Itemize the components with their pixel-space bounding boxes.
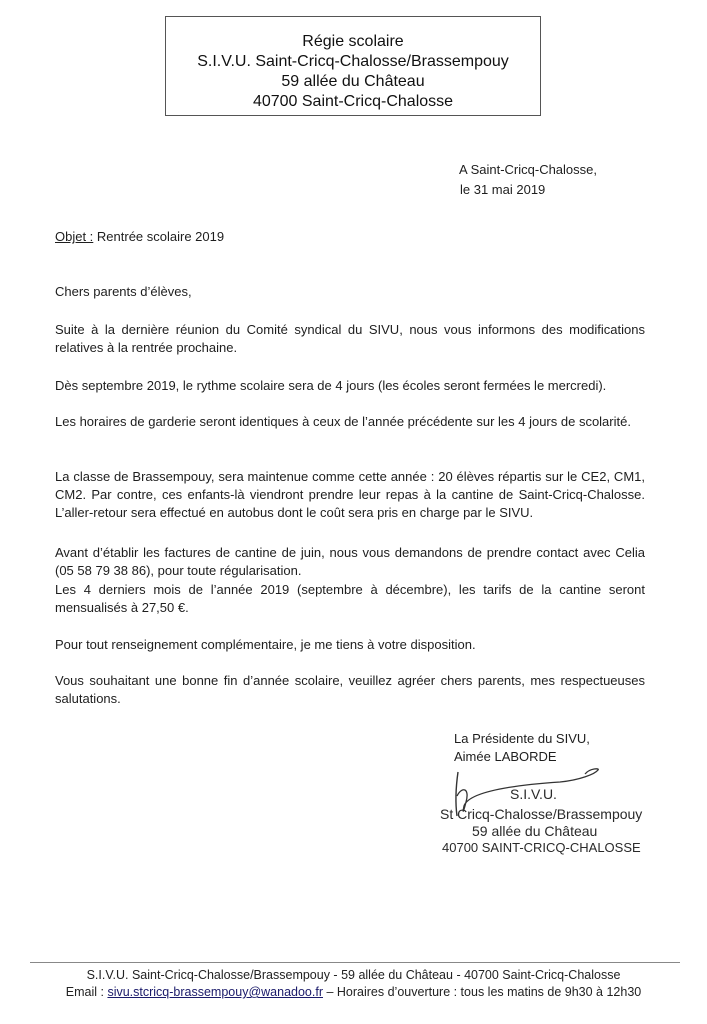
paragraph-3: Les horaires de garderie seront identiques à ceux de l’année précédente sur les 4 jours de scolarité.: [55, 414, 631, 429]
paragraph-8: Vous souhaitant une bonne fin d’année scolaire, veuillez agréer chers parents, mes respectueuses salutations.: [55, 673, 645, 706]
paragraph-2: Dès septembre 2019, le rythme scolaire sera de 4 jours (les écoles seront fermées le mercredi).: [55, 378, 607, 393]
paragraph-1: Suite à la dernière réunion du Comité syndical du SIVU, nous vous informons des modifications relatives à la rentrée prochaine.: [55, 322, 645, 355]
stamp-line-3: 59 allée du Château: [472, 823, 598, 839]
paragraph-7: Pour tout renseignement complémentaire, je me tiens à votre disposition.: [55, 637, 476, 652]
letterhead-organization: S.I.V.U. Saint-Cricq-Chalosse/Brassempouy: [197, 53, 509, 70]
subject-label: Objet :: [55, 229, 94, 244]
place-line: A Saint-Cricq-Chalosse,: [459, 162, 597, 177]
stamp-line-1: S.I.V.U.: [510, 786, 557, 802]
letterhead-street: 59 allée du Château: [281, 73, 425, 90]
letterhead-title: Régie scolaire: [302, 33, 404, 50]
paragraph-5: Avant d’établir les factures de cantine de juin, nous vous demandons de prendre contact avec Celia (05 58 79 38 86), pour toute régularisation.: [55, 545, 645, 578]
footer-hours: – Horaires d’ouverture : tous les matins de 9h30 à 12h30: [323, 985, 642, 999]
footer: [0, 967, 707, 1001]
greeting: Chers parents d’élèves,: [55, 284, 192, 299]
signature-block: [454, 730, 590, 766]
stamp-line-4: 40700 SAINT-CRICQ-CHALOSSE: [442, 840, 641, 855]
signature-title: La Présidente du SIVU,: [454, 731, 590, 746]
footer-divider: [30, 962, 680, 963]
paragraph-4: La classe de Brassempouy, sera maintenue comme cette année : 20 élèves répartis sur le CE2, CM1, CM2. Par contre, ces enfants-là viendront prendre leur repas à la cantine de Saint-Cricq-Chalosse. L’aller-retour sera effectué en autobus dont le coût sera pris en charge par le SIVU.: [55, 469, 645, 520]
official-stamp: [440, 770, 660, 865]
footer-email-link[interactable]: sivu.stcricq-brassempouy@wanadoo.fr: [107, 985, 323, 999]
place-date-block: [459, 160, 597, 200]
footer-email-label: Email :: [65, 985, 108, 999]
date-line: le 31 mai 2019: [460, 182, 546, 197]
stamp-line-2: St Cricq-Chalosse/Brassempouy: [440, 806, 643, 822]
subject-text: Rentrée scolaire 2019: [93, 229, 225, 244]
paragraph-6: Les 4 derniers mois de l’année 2019 (septembre à décembre), les tarifs de la cantine seront mensualisés à 27,50 €.: [55, 582, 645, 615]
footer-address: S.I.V.U. Saint-Cricq-Chalosse/Brassempouy - 59 allée du Château - 40700 Saint-Cricq-Chalosse: [86, 968, 621, 982]
signature-name: Aimée LABORDE: [454, 749, 557, 764]
subject-line: [55, 229, 224, 244]
letterhead-box: [165, 16, 541, 116]
letterhead-city: 40700 Saint-Cricq-Chalosse: [252, 93, 454, 110]
footer-contact: [0, 984, 707, 1001]
